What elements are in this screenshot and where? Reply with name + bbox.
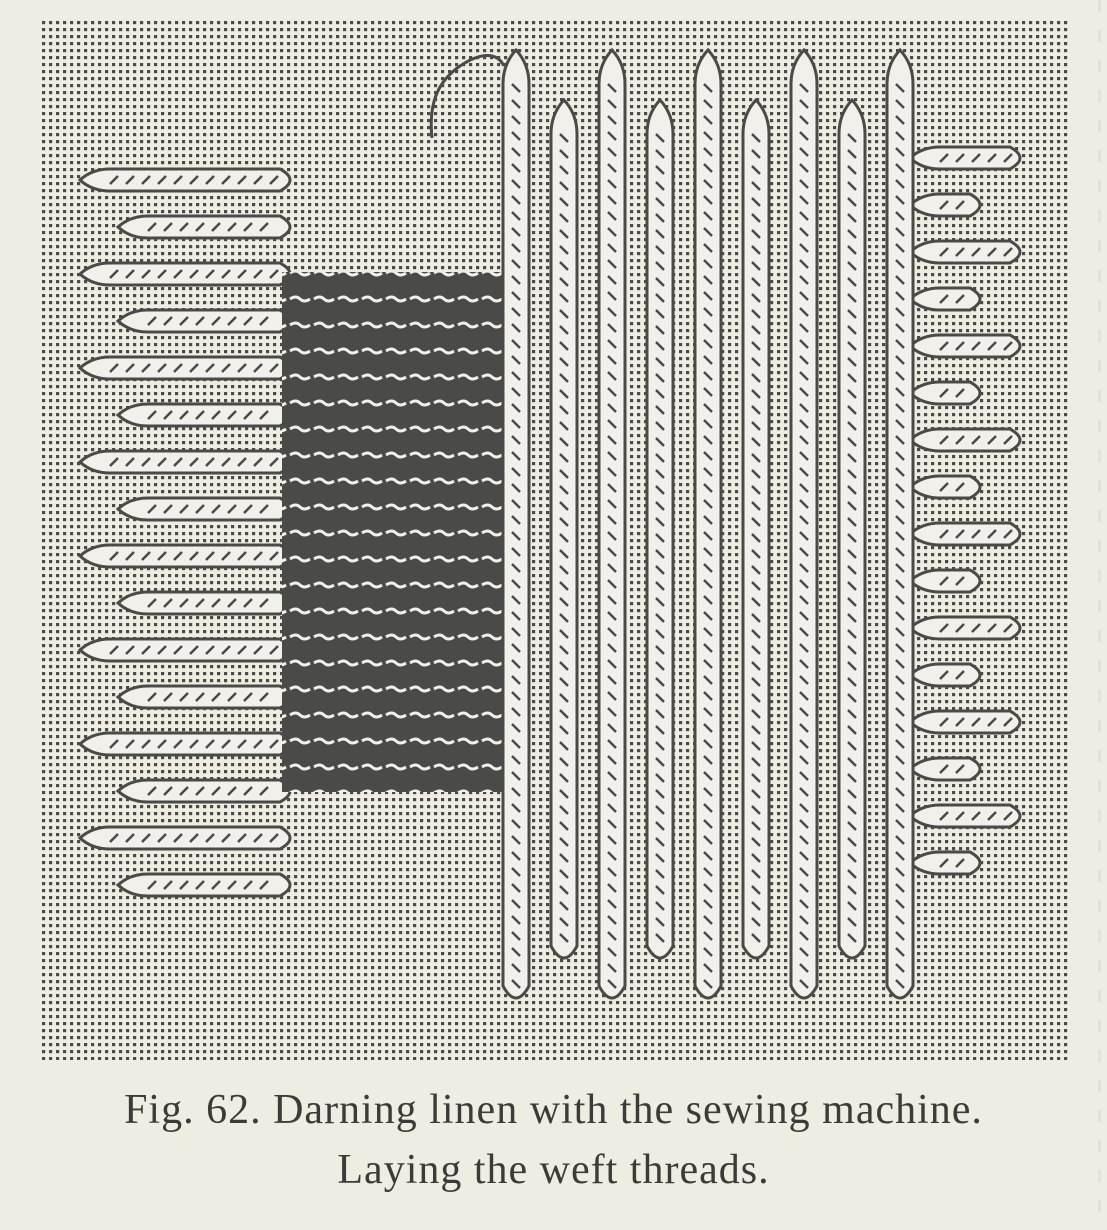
weft-thread-right — [910, 617, 1020, 639]
weft-thread-right — [910, 429, 1020, 451]
darned-area-dark — [282, 272, 512, 792]
warp-thread — [839, 100, 865, 958]
warp-thread — [551, 100, 577, 958]
warp-thread — [647, 100, 673, 958]
weft-thread-right — [910, 335, 1020, 357]
weft-thread-right — [910, 147, 1020, 169]
weft-thread-right — [910, 241, 1020, 263]
weft-thread-right — [910, 711, 1020, 733]
figure-caption-line-1: Fig. 62. Darning linen with the sewing machine. — [124, 1087, 983, 1133]
figure-caption-line-2: Laying the weft threads. — [337, 1147, 770, 1193]
warp-thread-columns — [503, 50, 913, 998]
warp-thread — [743, 100, 769, 958]
weft-thread-right — [910, 523, 1020, 545]
weft-thread-right — [910, 805, 1020, 827]
